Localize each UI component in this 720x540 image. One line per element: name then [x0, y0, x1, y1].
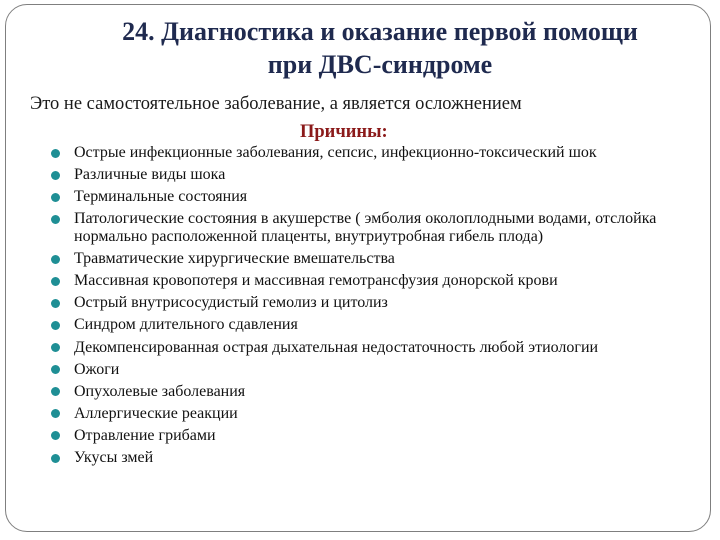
causes-list-item: [40, 405, 680, 423]
bullet-icon: [51, 299, 60, 308]
bullet-icon: [51, 321, 60, 330]
causes-list-item: [40, 294, 680, 312]
causes-list-item-text: Терминальные состояния: [74, 188, 248, 206]
causes-list-item-text: Различные виды шока: [74, 166, 226, 184]
slide-title-line-2: при ДВС-синдроме: [267, 50, 493, 79]
causes-list-item-text: Аллергические реакции: [74, 404, 238, 422]
causes-list-item-text: Отравление грибами: [74, 426, 216, 444]
causes-list-item-text: Укусы змей: [74, 449, 154, 467]
bullet-icon: [51, 149, 60, 158]
causes-list-item: [40, 339, 680, 357]
causes-list-item: [40, 144, 680, 162]
slide-subtitle: Это не самостоятельное заболевание, а является осложнением: [30, 94, 522, 114]
bullet-icon: [51, 255, 60, 264]
bullet-icon: [51, 431, 60, 440]
bullet-icon: [51, 365, 60, 374]
causes-list-item: [40, 272, 680, 290]
bullet-icon: [51, 193, 60, 202]
bullet-icon: [51, 171, 60, 180]
slide-title: [90, 15, 670, 81]
causes-list-item-text: Ожоги: [74, 360, 120, 378]
causes-list-item: [40, 166, 680, 184]
causes-list-item-text: Массивная кровопотеря и массивная гемотрансфузия донорской крови: [74, 272, 558, 290]
bullet-icon: [51, 343, 60, 352]
slide-title-line-1: 24. Диагностика и оказание первой помощи: [122, 17, 638, 46]
causes-list-item: [40, 210, 680, 246]
causes-list-item-text: Патологические состояния в акушерстве ( эмболия околоплодными водами, отслойка нормально расположенной плаценты, внутриутробная гибель плода): [74, 210, 657, 246]
bullet-icon: [51, 387, 60, 396]
causes-list: [40, 144, 680, 471]
causes-heading: Причины:: [300, 122, 388, 142]
causes-list-item: [40, 250, 680, 268]
causes-list-item: [40, 188, 680, 206]
causes-list-item-text: Острый внутрисосудистый гемолиз и цитолиз: [74, 294, 388, 312]
causes-list-item-text: Декомпенсированная острая дыхательная недостаточность любой этиологии: [74, 338, 599, 356]
causes-list-item: [40, 316, 680, 334]
causes-list-item-text: Травматические хирургические вмешательства: [74, 250, 395, 268]
bullet-icon: [51, 215, 60, 224]
causes-list-item-text: Синдром длительного сдавления: [74, 316, 298, 334]
causes-list-item-text: Опухолевые заболевания: [74, 382, 246, 400]
causes-list-item: [40, 427, 680, 445]
bullet-icon: [51, 277, 60, 286]
causes-list-item-text: Острые инфекционные заболевания, сепсис, инфекционно-токсический шок: [74, 144, 597, 161]
causes-list-item: [40, 361, 680, 379]
bullet-icon: [51, 454, 60, 463]
causes-list-item: [40, 383, 680, 401]
causes-list-item: [40, 449, 680, 467]
bullet-icon: [51, 409, 60, 418]
